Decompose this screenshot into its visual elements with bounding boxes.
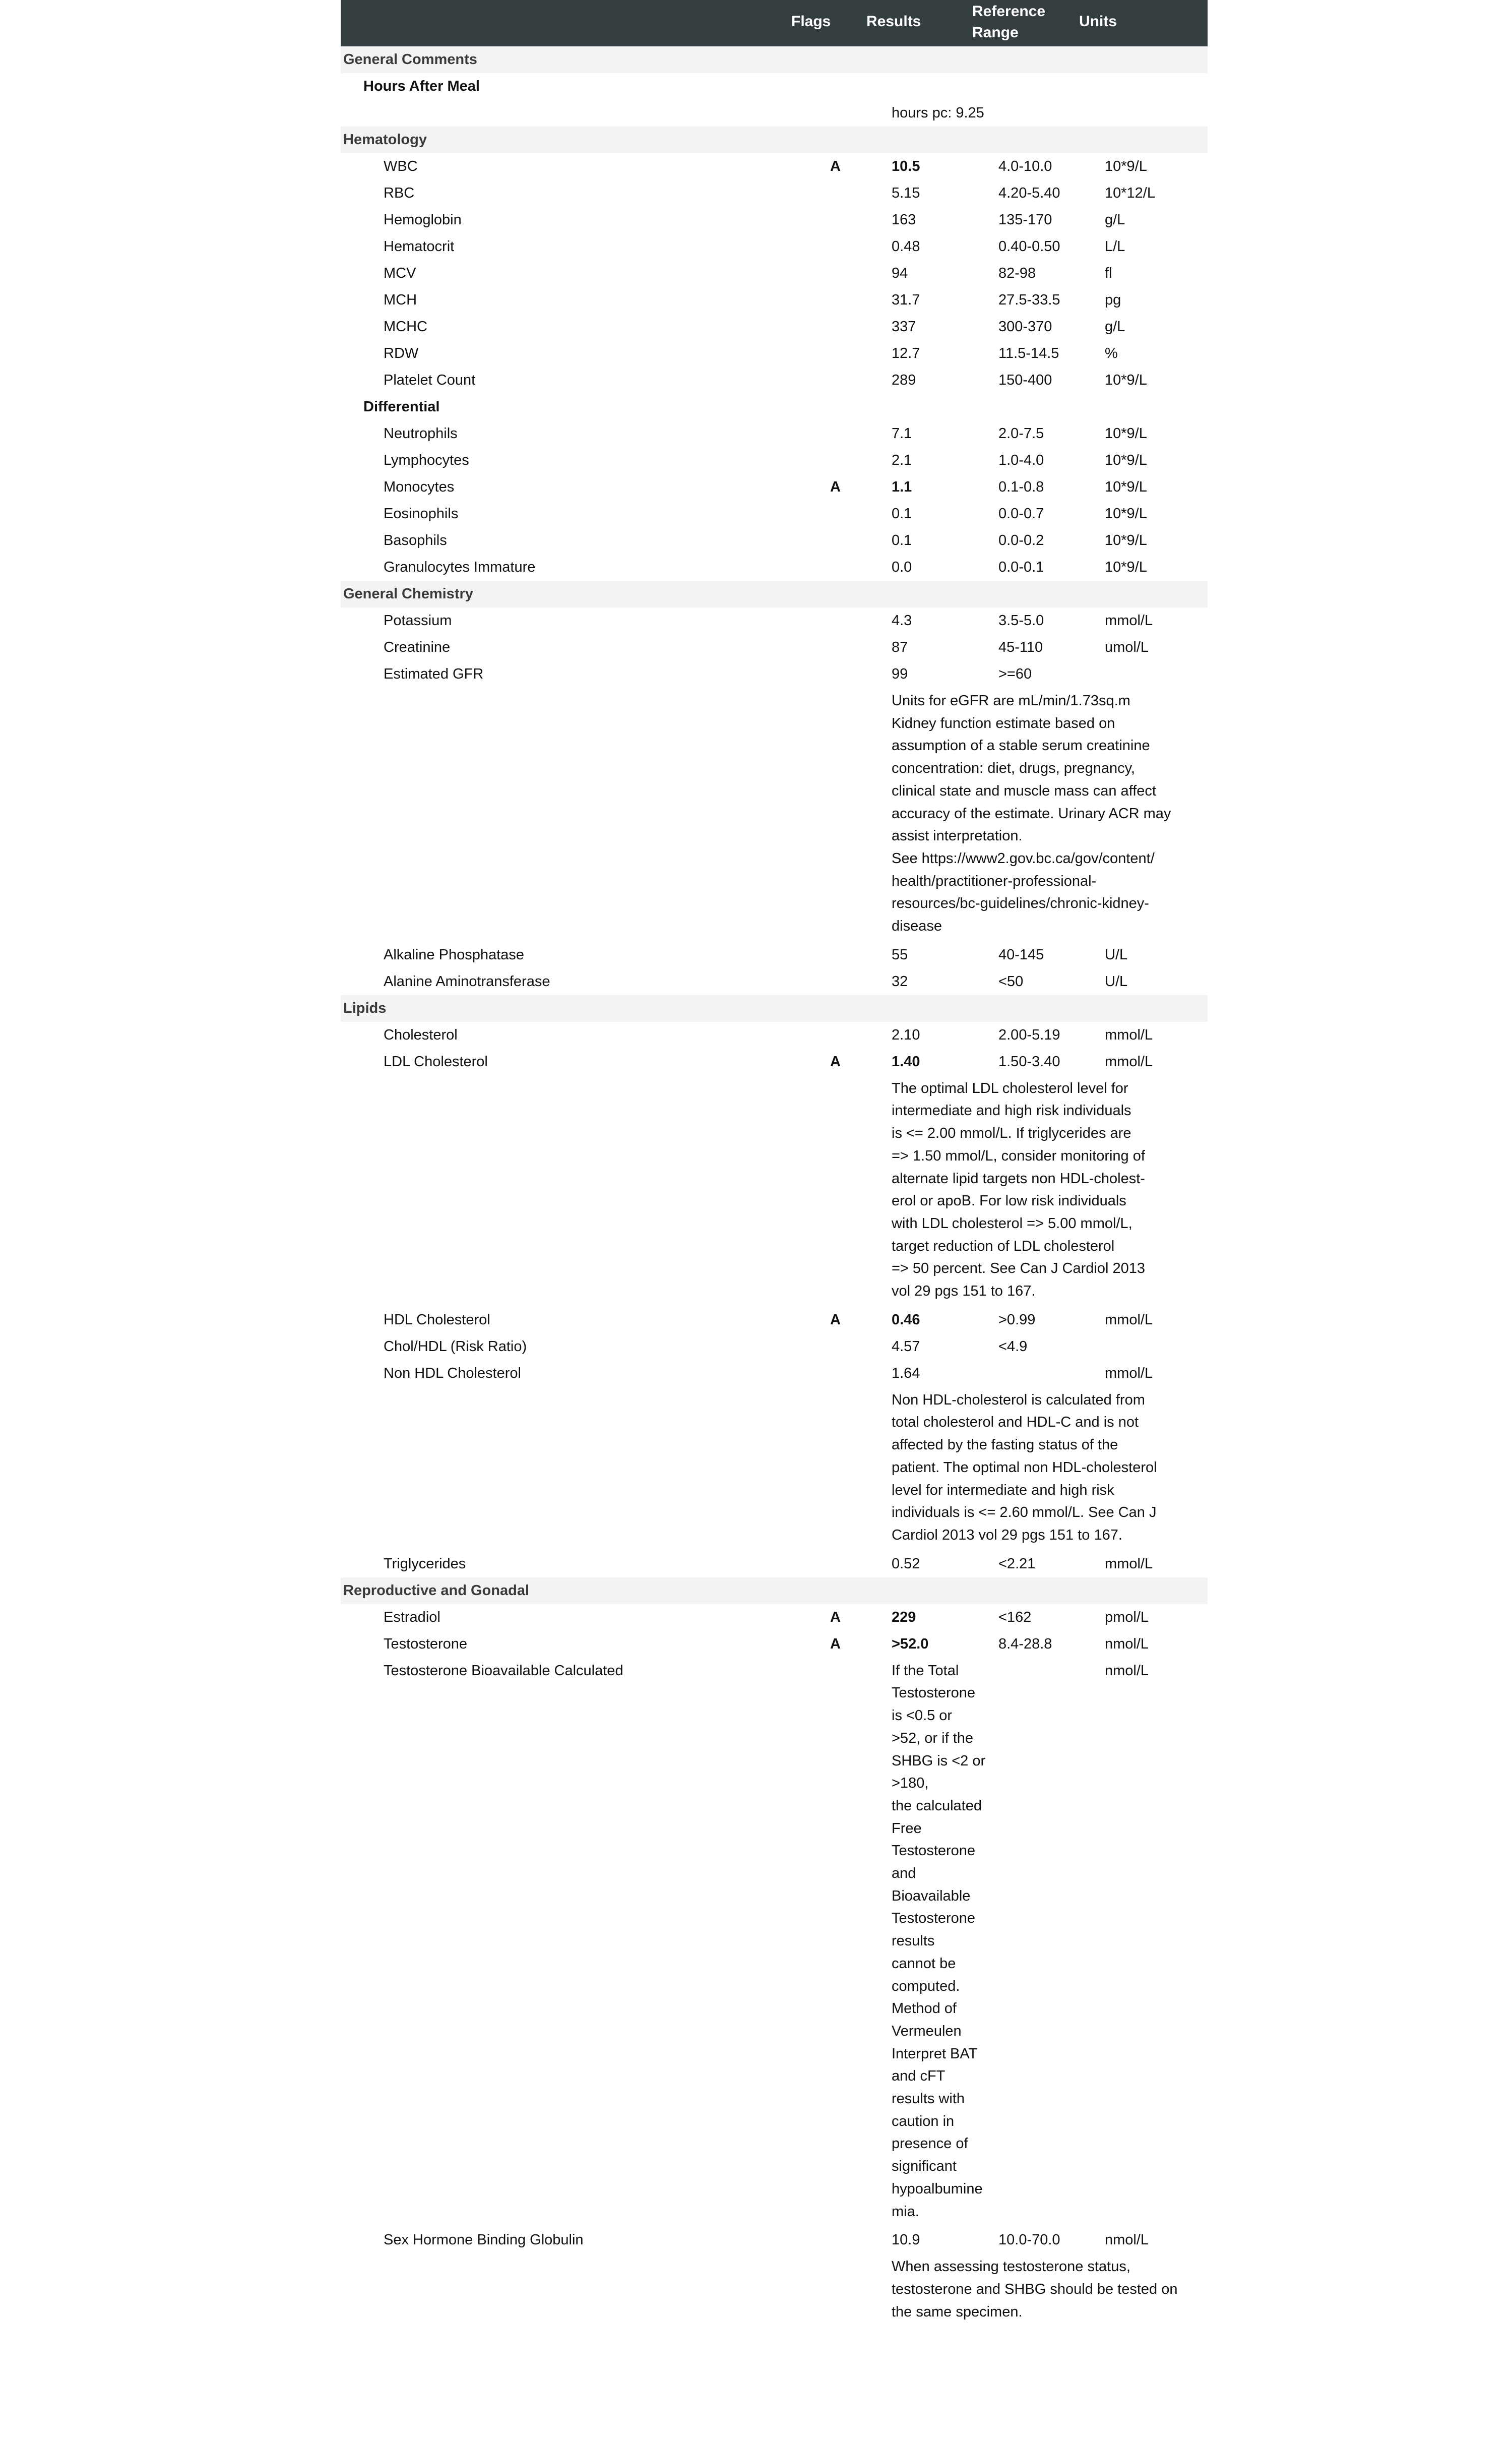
test-name: Non HDL Cholesterol [384, 1365, 521, 1381]
reference-range: 3.5-5.0 [998, 613, 1044, 629]
reference-range: 4.20-5.40 [998, 185, 1060, 201]
abnormal-flag: A [830, 1635, 841, 1652]
reference-range: 45-110 [998, 639, 1043, 655]
test-name: Monocytes [384, 479, 455, 495]
section-lipids: Lipids [341, 995, 1208, 1022]
reference-range: 1.0-4.0 [998, 452, 1044, 468]
abnormal-flag: A [830, 1053, 841, 1070]
table-row [341, 968, 1208, 995]
reference-range: 82-98 [998, 265, 1036, 281]
ldl-note: The optimal LDL cholesterol level for intermediate and high risk individuals is <= 2.00 mmol/L. If triglycerides are => 1.50 mmol/L, consider monitoring of alternate lipid targets non HDL-cholest- erol or apoB. For low risk individuals with LDL cholesterol => 5.00 mmol/L, target reduction of LDL cholesterol => 50 percent. See Can J Cardiol 2013 vol 29 pgs 151 to 167. [892, 1080, 1145, 1300]
abnormal-flag: A [830, 479, 841, 495]
test-name: MCV [384, 265, 416, 281]
test-unit: % [1105, 345, 1118, 361]
test-unit: 10*9/L [1105, 479, 1147, 495]
hours-pc-value: hours pc: 9.25 [892, 105, 984, 121]
test-unit: 10*9/L [1105, 559, 1147, 575]
test-name: Lymphocytes [384, 452, 469, 468]
reference-range: 8.4-28.8 [998, 1635, 1052, 1652]
table-row [341, 527, 1208, 554]
test-unit: 10*9/L [1105, 506, 1147, 522]
test-unit: g/L [1105, 212, 1125, 228]
test-unit: pmol/L [1105, 1609, 1149, 1625]
test-result: 2.10 [892, 1026, 920, 1043]
table-row [341, 153, 1208, 180]
test-result: 0.0 [892, 559, 912, 575]
table-row [341, 2227, 1208, 2253]
test-name: Platelet Count [384, 372, 476, 388]
test-name: Testosterone Bioavailable Calculated [384, 1662, 623, 1679]
test-unit: mmol/L [1105, 1026, 1153, 1043]
test-result: 10.5 [892, 158, 920, 174]
table-row [341, 233, 1208, 260]
test-result: 55 [892, 946, 908, 963]
table-row [341, 1604, 1208, 1631]
reference-range: 0.0-0.1 [998, 559, 1044, 575]
test-name: WBC [384, 158, 418, 174]
reference-range: 0.0-0.2 [998, 532, 1044, 548]
bat-row [341, 1658, 1208, 2227]
lab-results-table [341, 0, 1208, 2327]
reference-range: 4.0-10.0 [998, 158, 1052, 174]
test-unit: g/L [1105, 319, 1125, 335]
table-row [341, 942, 1208, 968]
test-unit: 10*9/L [1105, 158, 1147, 174]
test-result: 99 [892, 666, 908, 682]
header-units: Units [1079, 13, 1117, 30]
test-result: 2.1 [892, 452, 912, 468]
test-result: 1.1 [892, 479, 912, 495]
egfr-note: Units for eGFR are mL/min/1.73sq.m Kidney function estimate based on assumption of a stable serum creatinine concentration: diet, drugs, pregnancy, clinical state and muscle mass can affect accuracy of the estimate. Urinary ACR may assist interpretation. See https://www2.gov.bc.ca/gov/content/ health/practitioner-professional- resources/bc-guidelines/chronic-kidney- disease [892, 693, 1171, 935]
reference-range: <4.9 [998, 1338, 1028, 1355]
header-flags: Flags [791, 13, 831, 30]
test-result: 0.48 [892, 238, 920, 255]
test-result: 337 [892, 319, 916, 335]
reference-range: 1.50-3.40 [998, 1053, 1060, 1070]
table-row [341, 634, 1208, 661]
test-result: 31.7 [892, 292, 920, 308]
test-name: Cholesterol [384, 1026, 458, 1043]
table-row [341, 1307, 1208, 1333]
test-unit: mmol/L [1105, 1365, 1153, 1381]
test-name: RDW [384, 345, 419, 361]
test-name: Sex Hormone Binding Globulin [384, 2232, 584, 2248]
header-results: Results [866, 13, 921, 30]
test-unit: nmol/L [1105, 1662, 1149, 1679]
test-name: HDL Cholesterol [384, 1311, 490, 1328]
test-unit: nmol/L [1105, 1635, 1149, 1652]
test-result: 4.3 [892, 613, 912, 629]
test-name: Potassium [384, 613, 452, 629]
test-name: Hemoglobin [384, 212, 462, 228]
table-row [341, 420, 1208, 447]
header-reference-range: Reference Range [972, 3, 1046, 41]
table-header [341, 0, 1208, 46]
test-name: Neutrophils [384, 425, 458, 442]
test-unit: 10*9/L [1105, 372, 1147, 388]
test-name: Eosinophils [384, 506, 459, 522]
reference-range: 0.0-0.7 [998, 506, 1044, 522]
table-row [341, 207, 1208, 233]
test-result: 4.57 [892, 1338, 920, 1355]
test-unit: 10*9/L [1105, 532, 1147, 548]
reference-range: 0.40-0.50 [998, 238, 1060, 255]
test-unit: U/L [1105, 973, 1128, 990]
reference-range: 27.5-33.5 [998, 292, 1060, 308]
reference-range: 135-170 [998, 212, 1052, 228]
reference-range: 2.0-7.5 [998, 425, 1044, 442]
test-result: 0.46 [892, 1311, 920, 1328]
table-row [341, 474, 1208, 501]
reference-range: 300-370 [998, 319, 1052, 335]
table-row [341, 1360, 1208, 1387]
abnormal-flag: A [830, 1609, 841, 1625]
table-row [341, 1333, 1208, 1360]
abnormal-flag: A [830, 1311, 841, 1328]
subheading-differential: Differential [363, 399, 440, 415]
test-unit: mmol/L [1105, 1053, 1153, 1070]
test-name: Granulocytes Immature [384, 559, 536, 575]
reference-range: <50 [998, 973, 1024, 990]
test-unit: 10*9/L [1105, 452, 1147, 468]
abnormal-flag: A [830, 158, 841, 174]
test-unit: mmol/L [1105, 1311, 1153, 1328]
test-result: 289 [892, 372, 916, 388]
test-result: 163 [892, 212, 916, 228]
table-row [341, 554, 1208, 581]
test-name: Estradiol [384, 1609, 440, 1625]
test-result: 5.15 [892, 185, 920, 201]
table-row [341, 287, 1208, 314]
test-name: Basophils [384, 532, 447, 548]
test-name: Alanine Aminotransferase [384, 973, 550, 990]
shbg-note: When assessing testosterone status, testosterone and SHBG should be tested on the same specimen. [892, 2259, 1178, 2320]
reference-range: >0.99 [998, 1311, 1036, 1328]
test-unit: umol/L [1105, 639, 1149, 655]
section-general-comments: General Comments [341, 46, 1208, 73]
non-hdl-note: Non HDL-cholesterol is calculated from total cholesterol and HDL-C and is not affected by the fasting status of the patient. The optimal non HDL-cholesterol level for intermediate and high risk individuals is <= 2.60 mmol/L. See Can J Cardiol 2013 vol 29 pgs 151 to 167. [892, 1391, 1157, 1543]
reference-range: <2.21 [998, 1555, 1036, 1572]
test-result: 94 [892, 265, 908, 281]
table-row [341, 314, 1208, 340]
test-result: 1.40 [892, 1053, 920, 1070]
test-unit: L/L [1105, 238, 1125, 255]
reference-range: 0.1-0.8 [998, 479, 1044, 495]
table-row [341, 1049, 1208, 1075]
test-name: MCHC [384, 319, 427, 335]
test-result: 87 [892, 639, 908, 655]
test-unit: nmol/L [1105, 2232, 1149, 2248]
table-row [341, 367, 1208, 394]
table-row [341, 1022, 1208, 1049]
table-row [341, 607, 1208, 634]
test-unit: mmol/L [1105, 613, 1153, 629]
test-name: Estimated GFR [384, 666, 484, 682]
reference-range: 150-400 [998, 372, 1052, 388]
table-row [341, 447, 1208, 474]
bat-note: If the Total Testosterone is <0.5 or >52, or if the SHBG is <2 or >180, the calculated Free Testosterone and Bioavailable Testosterone results cannot be computed. Method of Vermeulen Interpret BAT and cFT results with caution in presence of significant hypoalbumine mia. [892, 1662, 986, 2220]
test-unit: 10*9/L [1105, 425, 1147, 442]
section-hematology: Hematology [341, 127, 1208, 153]
test-name: Alkaline Phosphatase [384, 946, 524, 963]
test-result: 10.9 [892, 2232, 920, 2248]
table-row [341, 180, 1208, 207]
reference-range: 40-145 [998, 946, 1044, 963]
test-result: 229 [892, 1609, 916, 1625]
test-name: RBC [384, 185, 415, 201]
table-row [341, 260, 1208, 287]
section-general-chemistry: General Chemistry [341, 581, 1208, 607]
table-row [341, 340, 1208, 367]
test-name: Testosterone [384, 1635, 468, 1652]
section-reproductive-gonadal: Reproductive and Gonadal [341, 1577, 1208, 1604]
reference-range: 2.00-5.19 [998, 1026, 1060, 1043]
test-unit: U/L [1105, 946, 1128, 963]
reference-range: <162 [998, 1609, 1032, 1625]
test-name: LDL Cholesterol [384, 1053, 488, 1070]
test-unit: mmol/L [1105, 1555, 1153, 1572]
table-row [341, 501, 1208, 527]
table-row [341, 1631, 1208, 1658]
test-result: 32 [892, 973, 908, 990]
reference-range: 10.0-70.0 [998, 2232, 1060, 2248]
test-unit: fl [1105, 265, 1112, 281]
test-result: 12.7 [892, 345, 920, 361]
test-result: 0.52 [892, 1555, 920, 1572]
test-result: >52.0 [892, 1635, 929, 1652]
reference-range: >=60 [998, 666, 1032, 682]
reference-range: 11.5-14.5 [998, 345, 1059, 361]
test-name: Hematocrit [384, 238, 455, 255]
test-result: 0.1 [892, 532, 912, 548]
test-unit: pg [1105, 292, 1121, 308]
subheading-hours-after-meal: Hours After Meal [363, 78, 480, 94]
table-row [341, 1551, 1208, 1577]
test-name: Chol/HDL (Risk Ratio) [384, 1338, 527, 1355]
test-name: Triglycerides [384, 1555, 466, 1572]
test-result: 1.64 [892, 1365, 920, 1381]
test-name: Creatinine [384, 639, 451, 655]
test-name: MCH [384, 292, 417, 308]
test-result: 0.1 [892, 506, 912, 522]
table-row [341, 661, 1208, 688]
test-unit: 10*12/L [1105, 185, 1155, 201]
test-result: 7.1 [892, 425, 912, 442]
